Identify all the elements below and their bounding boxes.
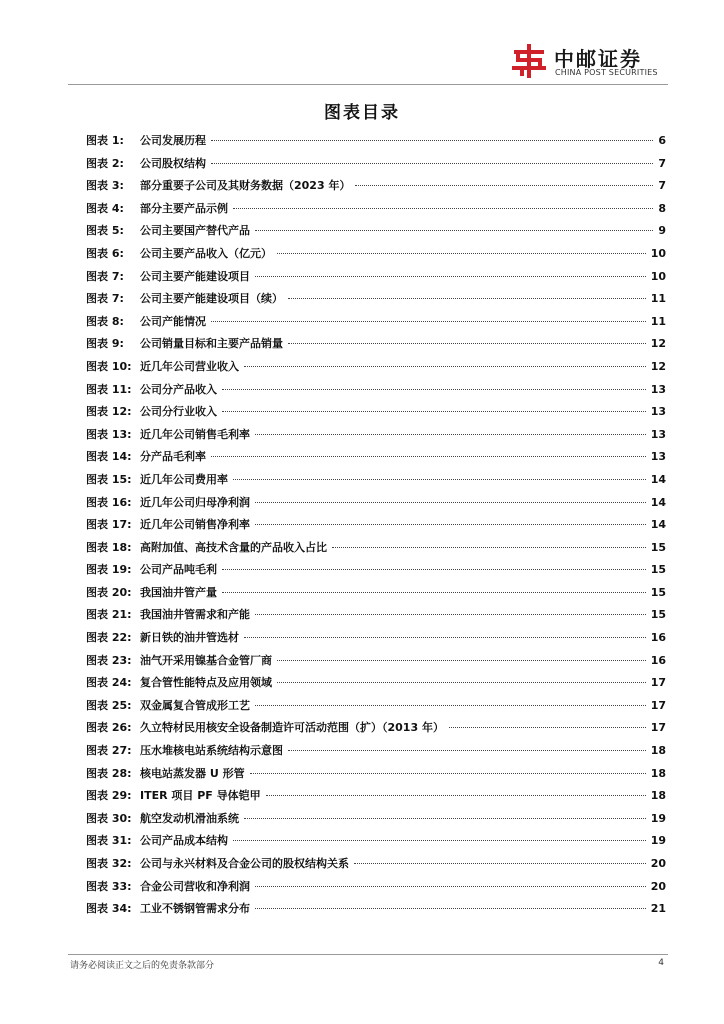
toc-dot-leader — [222, 411, 646, 412]
toc-figure-label: 图表 12: — [86, 405, 132, 419]
toc-dot-leader — [277, 682, 646, 683]
toc-figure-label: 图表 23: — [86, 653, 132, 667]
toc-entry[interactable] — [86, 175, 666, 198]
toc-page-number[interactable]: 7 — [658, 179, 666, 193]
toc-entry-title[interactable]: 新日铁的油井管选材 — [140, 631, 239, 645]
toc-entry-body — [140, 627, 666, 650]
toc-entry-title[interactable]: 公司主要产能建设项目 — [140, 269, 250, 283]
toc-page-number[interactable]: 18 — [650, 766, 666, 780]
toc-page-number[interactable]: 10 — [650, 269, 666, 283]
toc-entry[interactable] — [86, 830, 666, 853]
company-logo — [512, 44, 672, 82]
toc-entry[interactable] — [86, 288, 666, 311]
toc-figure-label: 图表 33: — [86, 879, 132, 893]
toc-entry[interactable] — [86, 333, 666, 356]
toc-entry[interactable] — [86, 582, 666, 605]
toc-entry-title[interactable]: 高附加值、高技术含量的产品收入占比 — [140, 540, 327, 554]
toc-entry-title[interactable]: 核电站蒸发器 U 形管 — [140, 766, 245, 780]
toc-page-number[interactable]: 17 — [650, 721, 666, 735]
toc-entry-body — [140, 198, 666, 221]
toc-entry-title[interactable]: 部分主要产品示例 — [140, 201, 228, 215]
toc-page-number[interactable]: 6 — [658, 134, 666, 147]
toc-figure-label: 图表 28: — [86, 766, 132, 780]
toc-figure-label: 图表 22: — [86, 631, 132, 645]
toc-figure-label: 图表 20: — [86, 585, 132, 599]
toc-dot-leader — [277, 660, 646, 661]
toc-entry[interactable] — [86, 492, 666, 515]
toc-entry-body — [140, 401, 666, 424]
footer-divider — [68, 954, 668, 955]
toc-entry-title[interactable]: 部分重要子公司及其财务数据（2023 年） — [140, 179, 351, 193]
toc-page-number[interactable]: 9 — [658, 224, 666, 238]
toc-entry[interactable] — [86, 740, 666, 763]
toc-dot-leader — [255, 614, 646, 615]
toc-dot-leader — [288, 343, 646, 344]
toc-figure-label: 图表 7: — [86, 269, 124, 283]
toc-page-number[interactable]: 21 — [650, 902, 666, 916]
toc-page-number[interactable]: 13 — [650, 450, 666, 464]
toc-entry-title[interactable]: 公司发展历程 — [140, 134, 206, 147]
toc-entry-title[interactable]: 压水堆核电站系统结构示意图 — [140, 744, 283, 758]
toc-figure-label: 图表 3: — [86, 179, 124, 193]
toc-figure-label: 图表 25: — [86, 698, 132, 712]
toc-entry-body — [140, 808, 666, 831]
toc-figure-label: 图表 19: — [86, 563, 132, 577]
toc-entry-title[interactable]: 双金属复合管成形工艺 — [140, 698, 250, 712]
toc-figure-label: 图表 31: — [86, 834, 132, 848]
footer-page-number: 4 — [658, 958, 664, 968]
toc-entry-title[interactable]: 航空发动机滑油系统 — [140, 811, 239, 825]
toc-dot-leader — [332, 547, 646, 548]
toc-entry-body — [140, 356, 666, 379]
toc-page-number[interactable]: 19 — [650, 811, 666, 825]
toc-entry-title[interactable]: 公司股权结构 — [140, 156, 206, 170]
toc-entry-body — [140, 311, 666, 334]
toc-entry-title[interactable]: 近几年公司销售净利率 — [140, 518, 250, 532]
toc-page-number[interactable]: 18 — [650, 744, 666, 758]
toc-entry[interactable] — [86, 514, 666, 537]
toc-entry[interactable] — [86, 808, 666, 831]
toc-entry-title[interactable]: 油气开采用镍基合金管厂商 — [140, 653, 272, 667]
toc-page-number[interactable]: 12 — [650, 359, 666, 373]
toc-entry-title[interactable]: 公司与永兴材料及合金公司的股权结构关系 — [140, 857, 349, 870]
toc-page-number[interactable]: 14 — [650, 518, 666, 532]
toc-entry-body — [140, 469, 666, 492]
page-header — [0, 0, 724, 86]
toc-dot-leader — [255, 908, 646, 909]
toc-page-number[interactable]: 10 — [650, 246, 666, 260]
toc-figure-label: 图表 26: — [86, 721, 132, 735]
toc-entry-body — [140, 379, 666, 402]
toc-entry[interactable] — [86, 198, 666, 221]
toc-entry-title[interactable]: 公司销量目标和主要产品销量 — [140, 337, 283, 351]
toc-entry[interactable] — [86, 424, 666, 447]
toc-page-number[interactable]: 7 — [658, 156, 666, 170]
toc-figure-label: 图表 16: — [86, 495, 132, 509]
toc-entry-body — [140, 740, 666, 763]
toc-page-number[interactable]: 15 — [650, 608, 666, 622]
toc-entry-title[interactable]: 复合管性能特点及应用领域 — [140, 676, 272, 690]
toc-entry-body — [140, 220, 666, 243]
toc-dot-leader — [211, 321, 646, 322]
toc-page-number[interactable]: 18 — [650, 789, 666, 803]
toc-entry-title[interactable]: 久立特材民用核安全设备制造许可活动范围（扩）（2013 年） — [140, 721, 444, 735]
toc-figure-label: 图表 8: — [86, 314, 124, 328]
toc-entry[interactable] — [86, 853, 666, 876]
toc-entry[interactable] — [86, 243, 666, 266]
logo-mark-icon — [512, 44, 546, 78]
toc-dot-leader — [244, 818, 646, 819]
toc-dot-leader — [233, 479, 646, 480]
toc-entry-title[interactable]: 近几年公司归母净利润 — [140, 495, 250, 509]
toc-entry-body — [140, 559, 666, 582]
toc-dot-leader — [266, 795, 646, 796]
toc-figure-label: 图表 30: — [86, 811, 132, 825]
toc-entry-body — [140, 898, 666, 921]
toc-dot-leader — [211, 140, 653, 141]
toc-dot-leader — [233, 840, 646, 841]
toc-entry[interactable] — [86, 220, 666, 243]
footer-disclaimer: 请务必阅读正文之后的免责条款部分 — [70, 961, 215, 971]
toc-dot-leader — [255, 524, 646, 525]
toc-entry-title[interactable]: 公司产能情况 — [140, 314, 206, 328]
toc-entry-body — [140, 785, 666, 808]
toc-page-number[interactable]: 17 — [650, 698, 666, 712]
toc-entry-body — [140, 243, 666, 266]
toc-figure-label: 图表 32: — [86, 857, 132, 870]
toc-entry-title[interactable]: 公司分行业收入 — [140, 405, 217, 419]
toc-entry-body — [140, 130, 666, 153]
toc-entry[interactable] — [86, 672, 666, 695]
toc-figure-label: 图表 17: — [86, 518, 132, 532]
toc-page-number[interactable]: 14 — [650, 495, 666, 509]
toc-dot-leader — [244, 637, 646, 638]
toc-page-number[interactable]: 13 — [650, 427, 666, 441]
toc-entry[interactable] — [86, 446, 666, 469]
toc-entry[interactable] — [86, 763, 666, 786]
toc-entry[interactable] — [86, 356, 666, 379]
toc-list — [86, 130, 666, 921]
toc-page-number[interactable]: 17 — [650, 676, 666, 690]
toc-figure-label: 图表 27: — [86, 744, 132, 758]
toc-entry-body — [140, 537, 666, 560]
toc-dot-leader — [211, 456, 646, 457]
toc-dot-leader — [255, 886, 646, 887]
toc-entry[interactable] — [86, 379, 666, 402]
header-divider — [68, 84, 668, 85]
toc-entry[interactable] — [86, 401, 666, 424]
toc-entry-body — [140, 492, 666, 515]
toc-entry-body — [140, 514, 666, 537]
toc-figure-label: 图表 10: — [86, 359, 132, 373]
toc-figure-label: 图表 5: — [86, 224, 124, 238]
toc-entry-title[interactable]: 公司产品吨毛利 — [140, 563, 217, 577]
toc-dot-leader — [255, 276, 646, 277]
toc-dot-leader — [255, 230, 653, 231]
toc-dot-leader — [244, 366, 646, 367]
toc-page-number[interactable]: 13 — [650, 382, 666, 396]
toc-page-number[interactable]: 16 — [650, 631, 666, 645]
toc-page-number[interactable]: 14 — [650, 472, 666, 486]
toc-dot-leader — [449, 727, 646, 728]
toc-dot-leader — [250, 773, 646, 774]
toc-page-number[interactable]: 11 — [650, 292, 666, 306]
toc-entry-title[interactable]: 公司产品成本结构 — [140, 834, 228, 848]
toc-entry-title[interactable]: 公司分产品收入 — [140, 382, 217, 396]
toc-dot-leader — [222, 389, 646, 390]
toc-entry[interactable] — [86, 717, 666, 740]
toc-figure-label: 图表 14: — [86, 450, 132, 464]
toc-entry-body — [140, 695, 666, 718]
toc-page-number[interactable]: 20 — [650, 857, 666, 870]
toc-entry-body — [140, 830, 666, 853]
toc-page-number[interactable]: 19 — [650, 834, 666, 848]
brand-name-cn: 中邮证券 — [554, 47, 642, 71]
toc-page-number[interactable]: 11 — [650, 314, 666, 328]
toc-figure-label: 图表 13: — [86, 427, 132, 441]
toc-dot-leader — [222, 592, 646, 593]
toc-entry-body — [140, 266, 666, 289]
toc-entry-body — [140, 717, 666, 740]
toc-entry[interactable] — [86, 876, 666, 899]
toc-dot-leader — [222, 569, 646, 570]
toc-figure-label: 图表 15: — [86, 472, 132, 486]
toc-dot-leader — [355, 185, 653, 186]
toc-entry-body — [140, 446, 666, 469]
toc-entry-title[interactable]: 我国油井管产量 — [140, 585, 217, 599]
toc-dot-leader — [255, 502, 646, 503]
toc-figure-label: 图表 4: — [86, 201, 124, 215]
toc-entry[interactable] — [86, 785, 666, 808]
toc-entry-title[interactable]: 近几年公司费用率 — [140, 472, 228, 486]
toc-entry-title[interactable]: 近几年公司销售毛利率 — [140, 427, 250, 441]
toc-figure-label: 图表 6: — [86, 246, 124, 260]
toc-entry-body — [140, 876, 666, 899]
toc-entry-title[interactable]: ITER 项目 PF 导体铠甲 — [140, 789, 261, 803]
toc-title: 图表目录 — [324, 103, 400, 123]
toc-entry[interactable] — [86, 604, 666, 627]
toc-dot-leader — [277, 253, 646, 254]
toc-page-number[interactable]: 15 — [650, 563, 666, 577]
toc-entry-title[interactable]: 近几年公司营业收入 — [140, 359, 239, 373]
toc-page-number[interactable]: 15 — [650, 540, 666, 554]
toc-figure-label: 图表 34: — [86, 902, 132, 916]
toc-entry-title[interactable]: 公司主要产能建设项目（续） — [140, 292, 283, 306]
toc-dot-leader — [211, 163, 653, 164]
toc-figure-label: 图表 7: — [86, 292, 124, 306]
toc-entry[interactable] — [86, 266, 666, 289]
toc-entry-title[interactable]: 公司主要产品收入（亿元） — [140, 246, 272, 260]
toc-page-number[interactable]: 15 — [650, 585, 666, 599]
toc-entry[interactable] — [86, 559, 666, 582]
toc-figure-label: 图表 21: — [86, 608, 132, 622]
toc-dot-leader — [354, 863, 646, 864]
toc-entry-title[interactable]: 我国油井管需求和产能 — [140, 608, 250, 622]
toc-entry[interactable] — [86, 898, 666, 921]
toc-figure-label: 图表 9: — [86, 337, 124, 351]
toc-page-number[interactable]: 12 — [650, 337, 666, 351]
toc-entry-title[interactable]: 公司主要国产替代产品 — [140, 224, 250, 238]
toc-dot-leader — [255, 705, 646, 706]
toc-entry-body — [140, 604, 666, 627]
toc-entry-body — [140, 424, 666, 447]
toc-entry-body — [140, 763, 666, 786]
toc-entry-body — [140, 650, 666, 673]
toc-figure-label: 图表 2: — [86, 156, 124, 170]
toc-figure-label: 图表 11: — [86, 382, 132, 396]
brand-name-en: CHINA POST SECURITIES — [555, 68, 658, 77]
toc-figure-label: 图表 1: — [86, 134, 124, 147]
toc-entry-body — [140, 333, 666, 356]
toc-entry-title[interactable]: 工业不锈钢管需求分布 — [140, 902, 250, 916]
toc-entry[interactable] — [86, 469, 666, 492]
toc-entry[interactable] — [86, 695, 666, 718]
toc-page-number[interactable]: 16 — [650, 653, 666, 667]
toc-entry-title[interactable]: 分产品毛利率 — [140, 450, 206, 464]
toc-dot-leader — [233, 208, 653, 209]
toc-entry-body — [140, 582, 666, 605]
toc-entry[interactable] — [86, 153, 666, 176]
toc-figure-label: 图表 29: — [86, 789, 132, 803]
toc-dot-leader — [288, 298, 646, 299]
toc-figure-label: 图表 24: — [86, 676, 132, 690]
toc-entry-body — [140, 175, 666, 198]
toc-entry-body — [140, 288, 666, 311]
toc-entry-title[interactable]: 合金公司营收和净利润 — [140, 879, 250, 893]
toc-entry-body — [140, 853, 666, 876]
toc-page-number[interactable]: 8 — [658, 201, 666, 215]
toc-dot-leader — [288, 750, 646, 751]
toc-entry-body — [140, 153, 666, 176]
toc-page-number[interactable]: 20 — [650, 879, 666, 893]
toc-dot-leader — [255, 434, 646, 435]
toc-entry-body — [140, 672, 666, 695]
toc-page-number[interactable]: 13 — [650, 405, 666, 419]
toc-entry[interactable] — [86, 537, 666, 560]
toc-entry[interactable] — [86, 130, 666, 153]
toc-entry[interactable] — [86, 627, 666, 650]
toc-figure-label: 图表 18: — [86, 540, 132, 554]
toc-entry[interactable] — [86, 311, 666, 334]
toc-entry[interactable] — [86, 650, 666, 673]
